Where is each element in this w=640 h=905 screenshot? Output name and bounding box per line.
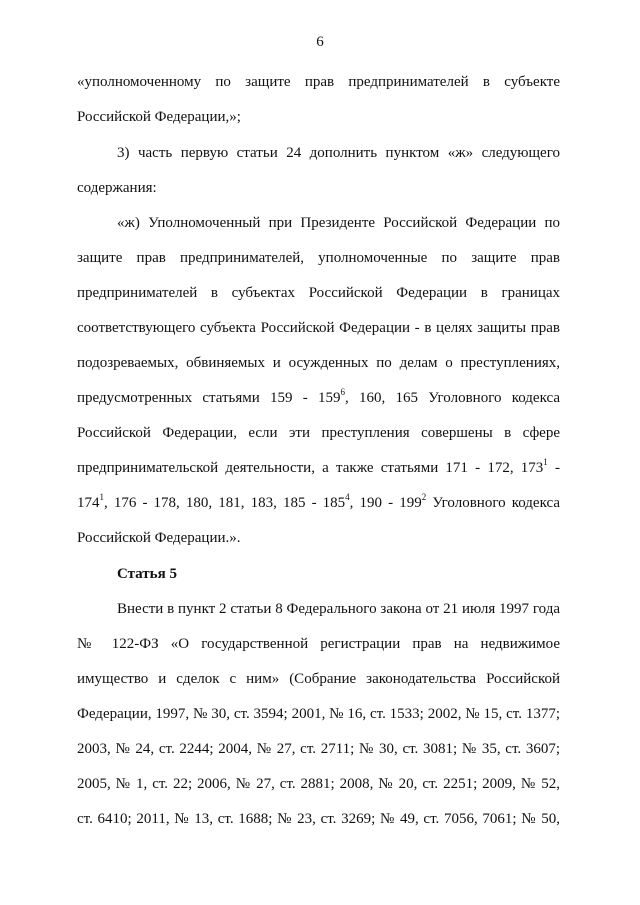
text-line: подозреваемых, обвиняемых и осужденных по делам о преступлениях, (77, 355, 560, 371)
text-segment: 174 (77, 495, 100, 511)
text-line: 3) часть первую статьи 24 дополнить пунктом «ж» следующего (117, 145, 560, 161)
text-line: Федерации, 1997, № 30, ст. 3594; 2001, № 16, ст. 1533; 2002, № 15, ст. 1377; (77, 706, 560, 722)
text-line: Внести в пункт 2 статьи 8 Федерального закона от 21 июля 1997 года (117, 601, 560, 617)
text-segment: , 160, 165 Уголовного кодекса (345, 390, 560, 406)
superscript: 6 (340, 387, 346, 397)
superscript: 1 (99, 492, 104, 502)
superscript: 4 (345, 492, 350, 502)
text-line: имущество и сделок с ним» (Собрание законодательства Российской (77, 671, 560, 687)
text-segment: , 190 - 199 (349, 495, 422, 511)
text-line: «ж) Уполномоченный при Президенте Российской Федерации по (117, 215, 560, 231)
text-line: «уполномоченному по защите прав предпринимателей в субъекте (77, 74, 560, 90)
text-line: соответствующего субъекта Российской Федерации - в целях защиты прав (77, 320, 560, 336)
text-line: Российской Федерации.». (77, 530, 241, 546)
text-line-with-superscript (77, 388, 560, 408)
text-segment: - (547, 460, 560, 476)
text-line: Российской Федерации,»; (77, 109, 241, 125)
text-line: предпринимателей в субъектах Российской Федерации в границах (77, 285, 560, 301)
text-segment: предусмотренных статьями 159 - 159 (77, 390, 341, 406)
page-number: 6 (316, 34, 324, 50)
text-segment: , 176 - 178, 180, 181, 183, 185 - 185 (104, 495, 346, 511)
text-line: защите прав предпринимателей, уполномоченные по защите прав (77, 250, 560, 266)
text-segment: предпринимательской деятельности, а также статьями 171 - 172, 173 (77, 460, 544, 476)
superscript: 1 (543, 457, 548, 467)
text-line-with-superscript (77, 458, 560, 478)
text-line: № 122-ФЗ «О государственной регистрации прав на недвижимое (77, 636, 560, 652)
article-heading: Статья 5 (117, 566, 177, 582)
text-line: 2003, № 24, ст. 2244; 2004, № 27, ст. 2711; № 30, ст. 3081; № 35, ст. 3607; (77, 741, 560, 757)
text-line: Российской Федерации, если эти преступления совершены в сфере (77, 425, 560, 441)
superscript: 2 (421, 492, 427, 502)
text-line-with-superscript (77, 493, 560, 513)
text-line: ст. 6410; 2011, № 13, ст. 1688; № 23, ст. 3269; № 49, ст. 7056, 7061; № 50, (77, 811, 560, 827)
text-segment: Уголовного кодекса (426, 495, 560, 511)
text-line: 2005, № 1, ст. 22; 2006, № 27, ст. 2881; 2008, № 20, ст. 2251; 2009, № 52, (77, 776, 560, 792)
text-line: содержания: (77, 180, 157, 196)
